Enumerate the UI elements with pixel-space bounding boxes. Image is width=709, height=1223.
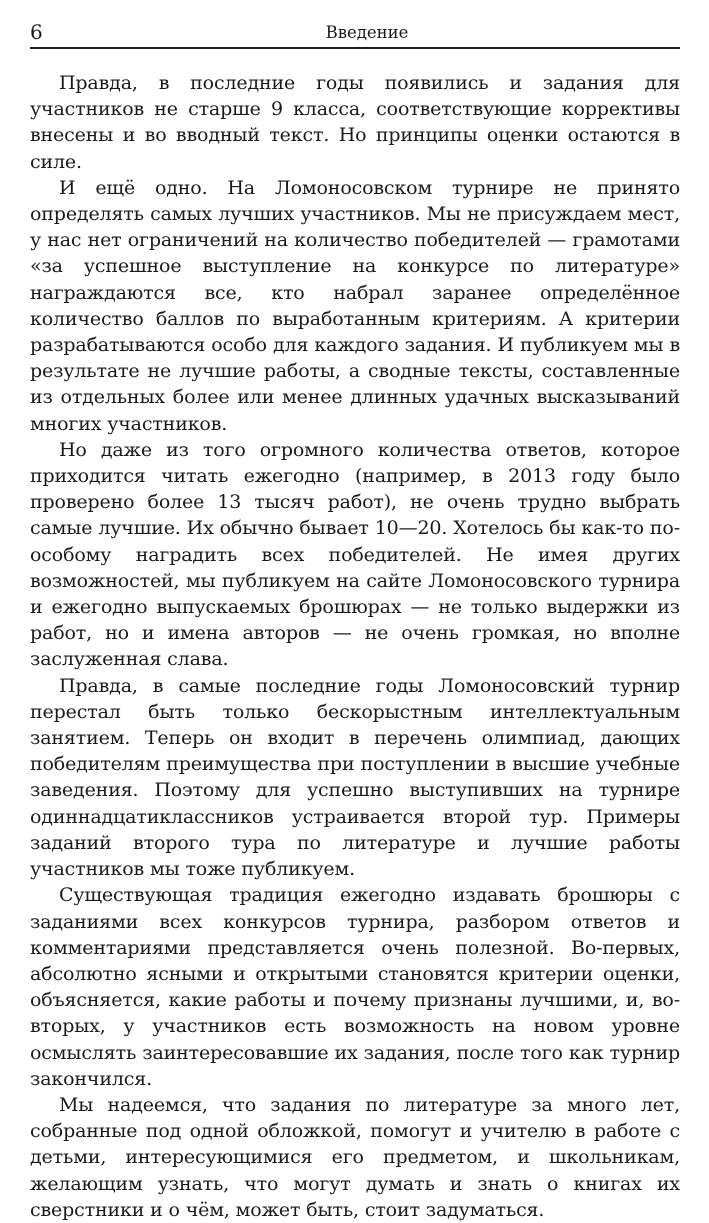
book-page [30,18,680,1223]
page-number: 6 [30,20,43,44]
body-text [30,70,680,1223]
running-title: Введение [325,23,409,42]
paragraph: Существующая традиция ежегодно издавать брошюры с заданиями всех конкурсов турнира, разбором ответов и комментариями представляется очень полезной. Во-первых, абсолютно ясными и открытыми становятся критерии оценки, объясняется, какие работы и почему признаны лучшими, и, во-вторых, у участников есть возможность на новом уровне осмыслять заинтересовавшие их задания, после того как турнир закончился. [30,884,680,1090]
paragraph: Мы надеемся, что задания по литературе за много лет, собранные под одной обложкой, помогут и учителю в работе с детьми, интересующимися его предметом, и школьникам, желающим узнать, что могут думать и знать о книгах их сверстники и о чём, может быть, стоит задуматься. [30,1093,680,1221]
running-header [30,18,680,49]
paragraph: Правда, в самые последние годы Ломоносовский турнир перестал быть только бескорыстным интеллектуальным занятием. Теперь он входит в перечень олимпиад, дающих победителям преимущества при поступлении в высшие учебные заведения. Поэтому для успешно выступивших на турнире одиннадцатиклассников устраивается второй тур. Примеры заданий второго тура по литературе и лучшие работы участников мы тоже публикуем. [30,674,680,881]
paragraph: Но даже из того огромного количества ответов, которое приходится читать ежегодно (например, в 2013 году было проверено более 13 тысяч работ), не очень трудно выбрать самые лучшие. Их обычно бывает 10—20. Хотелось бы как-то по-особому наградить всех победителей. Не имея других возможностей, мы публикуем на сайте Ломоносовского турнира и ежегодно выпускаемых брошюрах — не только выдержки из работ, но и имена авторов — не очень громкая, но вполне заслуженная слава. [30,438,680,671]
paragraph: И ещё одно. На Ломоносовском турнире не принято определять самых лучших участников. Мы не присуждаем мест, у нас нет ограничений на количество победителей — грамотами «за успешное выступление на конкурсе по литературе» награждаются все, кто набрал заранее определённое количество баллов по выработанным критериям. А критерии разрабатываются особо для каждого задания. И публикуем мы в результате не лучшие работы, а сводные тексты, составленные из отдельных более или менее длинных удачных высказываний многих участников. [30,176,680,435]
paragraph: Правда, в последние годы появились и задания для участников не старше 9 класса, соответствующие коррективы внесены и во вводный текст. Но принципы оценки остаются в силе. [30,72,680,173]
